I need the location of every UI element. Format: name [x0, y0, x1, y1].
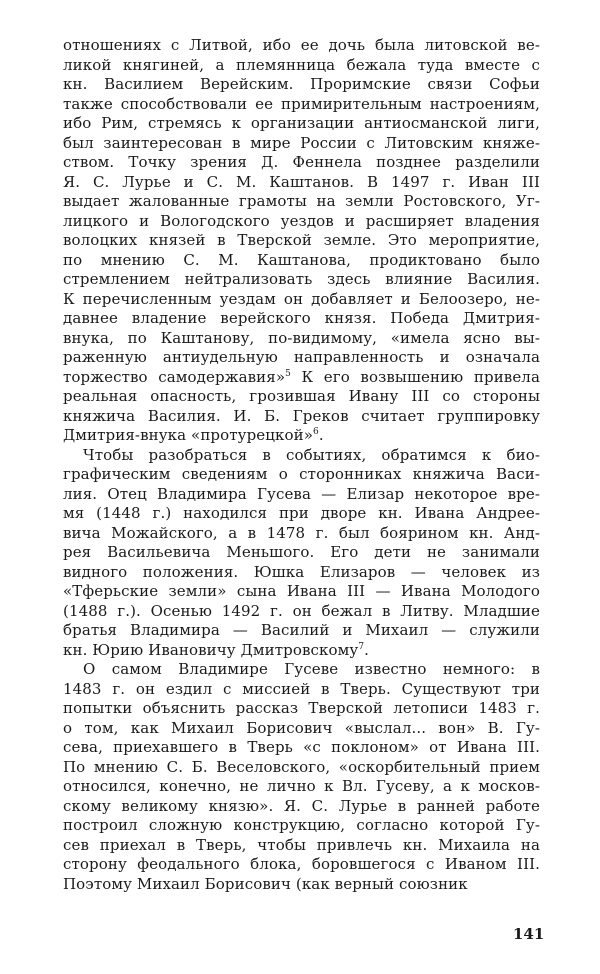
line-text: кн. Юрию Ивановичу Дмитровскому: [63, 640, 359, 659]
text-line: [63, 348, 540, 368]
text-line: [63, 816, 540, 836]
text-line: [63, 582, 540, 602]
text-line: [63, 95, 540, 115]
text-line: [63, 699, 540, 719]
line-text: мя (1448 г.) находился при дворе кн. Ивана Андрее-: [63, 504, 540, 522]
text-line: [63, 114, 540, 134]
line-text: рея Васильевича Меньшого. Его дети не занимали: [63, 543, 540, 561]
line-text: волоцких князей в Тверской земле. Это мероприятие,: [63, 231, 540, 249]
text-line: [63, 777, 540, 797]
text-line: [63, 270, 540, 290]
line-text: К его возвышению привела: [290, 367, 540, 386]
line-text: построил сложную конструкцию, согласно которой Гу-: [63, 816, 540, 834]
line-text: (1488 г.). Осенью 1492 г. он бежал в Литву. Младшие: [63, 601, 540, 620]
text-line: [63, 134, 540, 154]
line-text: выдает жалованные грамоты на земли Ростовского, Уг-: [63, 192, 540, 210]
text-line: [63, 543, 540, 563]
text-line: [63, 212, 540, 232]
text-line: [63, 329, 540, 349]
text-line: [63, 231, 540, 251]
line-text: относился, конечно, не лично к Вл. Гусеву, а к москов-: [63, 777, 540, 795]
line-text: попытки объяснить рассказ Тверской летописи 1483 г.: [63, 699, 540, 717]
text-line: [63, 758, 540, 778]
text-line: [63, 680, 540, 700]
line-text: сторону феодального блока, боровшегося с Иваном III.: [63, 855, 540, 873]
footnote-marker: 6: [312, 427, 319, 437]
text-line: [63, 407, 540, 427]
text-line: [63, 660, 540, 680]
text-line: [63, 446, 540, 466]
text-line: [63, 56, 540, 76]
line-text: также способствовали ее примирительным настроениям,: [63, 94, 540, 113]
text-line: [63, 855, 540, 875]
text-line: [63, 738, 540, 758]
text-line: [63, 368, 540, 388]
line-text: раженную антиудельную направленность и означала: [63, 348, 540, 366]
page-number: 141: [513, 925, 545, 943]
line-text: .: [318, 426, 324, 444]
line-text: «Тферьские земли» сына Ивана III — Ивана Молодого: [63, 582, 540, 600]
text-line: [63, 153, 540, 173]
line-text: внука, по Каштанову, по-видимому, «имела ясно вы-: [63, 328, 540, 347]
text-line: [63, 485, 540, 505]
text-line: [63, 836, 540, 856]
line-text: Чтобы разобраться в событиях, обратимся к био-: [83, 445, 540, 464]
line-text: ибо Рим, стремясь к организации антиосманской лиги,: [63, 114, 540, 132]
paragraph: [63, 660, 540, 894]
line-text: Дмитрия-внука «протурецкой»: [63, 426, 313, 444]
text-line: [63, 602, 540, 622]
line-text: кн. Василием Верейским. Проримские связи Софьи: [63, 75, 540, 93]
line-text: давнее владение верейского князя. Победа Дмитрия-: [63, 309, 540, 327]
footnote-marker: 5: [285, 368, 291, 379]
line-text: По мнению С. Б. Веселовского, «оскорбительный прием: [63, 757, 540, 776]
line-text: Я. С. Лурье и С. М. Каштанов. В 1497 г. Иван III: [63, 172, 540, 191]
line-text: Поэтому Михаил Борисович (как верный союзник: [63, 874, 468, 893]
line-text: 1483 г. он ездил с миссией в Тверь. Существуют три: [63, 679, 540, 698]
line-text: скому великому князю». Я. С. Лурье в ранней работе: [63, 796, 540, 815]
line-text: княжича Василия. И. Б. Греков считает группировку: [63, 406, 540, 425]
text-line: [63, 75, 540, 95]
line-text: О самом Владимире Гусеве известно немного: в: [83, 660, 540, 678]
text-line: [63, 309, 540, 329]
line-text: торжество самодержавия»: [63, 367, 286, 386]
paragraph: [63, 36, 540, 446]
text-line: [63, 192, 540, 212]
text-line: [63, 251, 540, 271]
text-line: [63, 875, 540, 895]
text-line: [63, 426, 540, 446]
line-text: по мнению С. М. Каштанова, продиктовано было: [63, 250, 540, 269]
line-text: К перечисленным уездам он добавляет и Белоозеро, не-: [63, 289, 540, 308]
line-text: стремлением нейтрализовать здесь влияние Василия.: [63, 270, 540, 288]
text-line: [63, 387, 540, 407]
text-line: [63, 465, 540, 485]
text-line: [63, 524, 540, 544]
line-text: о том, как Михаил Борисович «выслал... вон» В. Гу-: [63, 718, 540, 737]
line-text: был заинтересован в мире России с Литовским княже-: [63, 133, 540, 152]
line-text: лия. Отец Владимира Гусева — Елизар некоторое вре-: [63, 484, 540, 503]
line-text: лицкого и Вологодского уездов и расширяет владения: [63, 211, 540, 230]
line-text: ством. Точку зрения Д. Феннела позднее разделили: [63, 153, 540, 171]
text-line: [63, 563, 540, 583]
line-text: графическим сведениям о сторонниках княжича Васи-: [63, 465, 540, 483]
text-line: [63, 36, 540, 56]
paragraph: [63, 446, 540, 661]
text-line: [63, 641, 540, 661]
line-text: .: [364, 640, 370, 659]
text-line: [63, 797, 540, 817]
text-line: [63, 504, 540, 524]
line-text: ликой княгиней, а племянница бежала туда вместе с: [63, 55, 540, 74]
text-line: [63, 719, 540, 739]
book-page-text: [63, 36, 540, 894]
footnote-marker: 7: [358, 641, 365, 652]
text-line: [63, 290, 540, 310]
line-text: вича Можайского, а в 1478 г. был боярином кн. Анд-: [63, 523, 540, 542]
line-text: сев приехал в Тверь, чтобы привлечь кн. Михаила на: [63, 835, 540, 854]
text-line: [63, 621, 540, 641]
line-text: сева, приехавшего в Тверь «с поклоном» от Ивана III.: [63, 738, 540, 756]
line-text: отношениях с Литвой, ибо ее дочь была литовской ве-: [63, 36, 540, 54]
line-text: реальная опасность, грозившая Ивану III со стороны: [63, 387, 540, 405]
line-text: видного положения. Юшка Елизаров — человек из: [63, 562, 540, 581]
line-text: братья Владимира — Василий и Михаил — служили: [63, 621, 540, 639]
text-line: [63, 173, 540, 193]
